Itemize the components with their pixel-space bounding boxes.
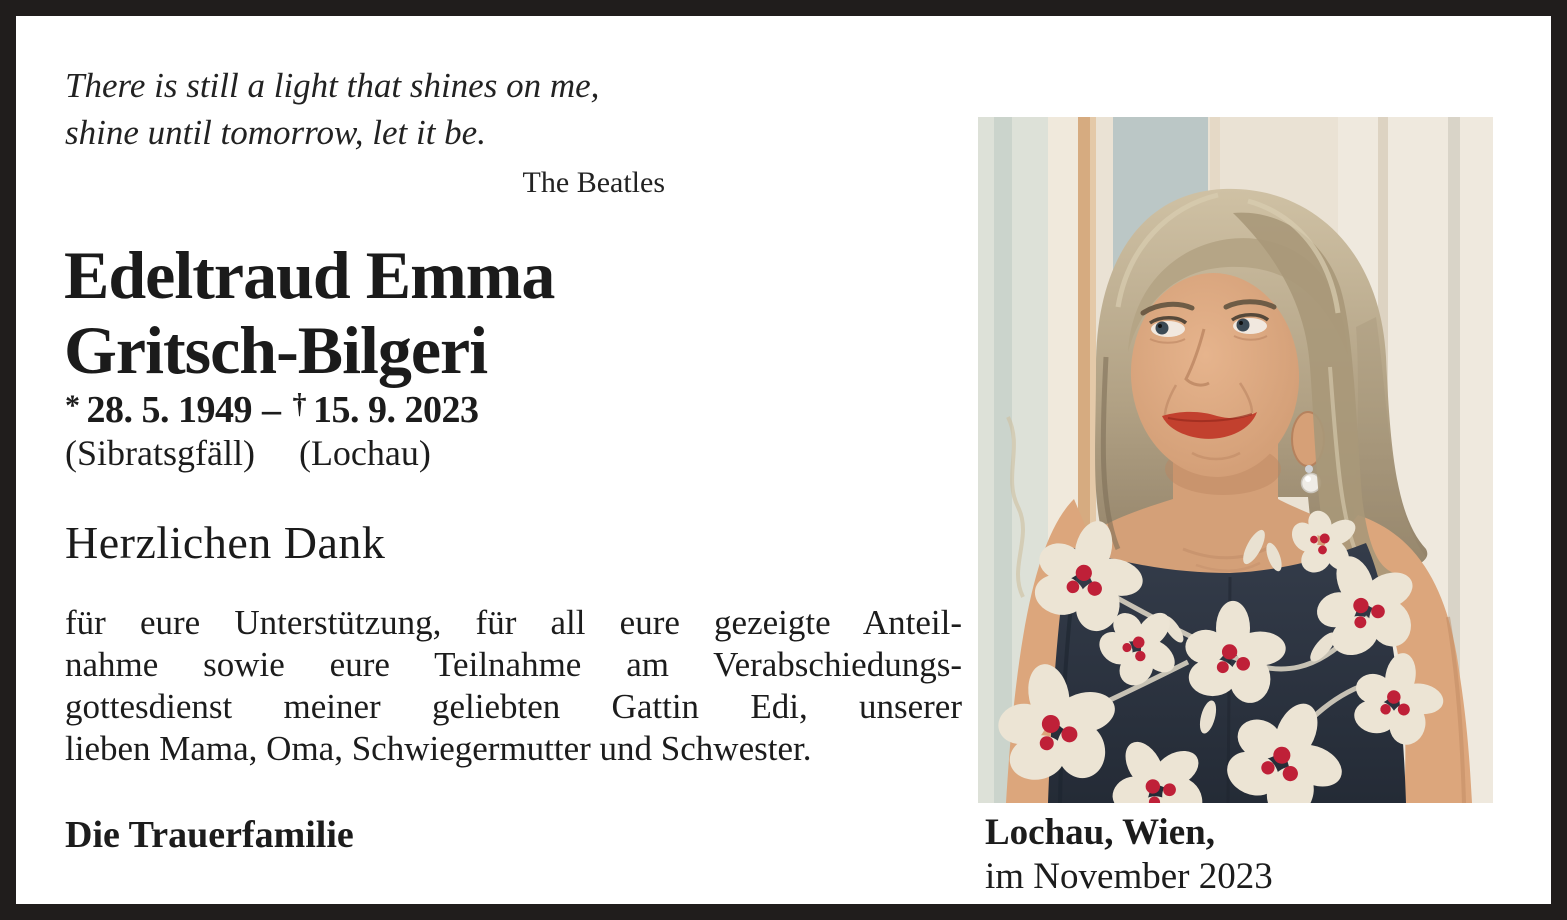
thanks-line-2: nahme sowie eure Teilnahme am Verabschiedungs-	[65, 645, 962, 684]
family-signature: Die Trauerfamilie	[65, 814, 354, 856]
name-line-1: Edeltraud Emma	[64, 237, 555, 313]
thanks-line-3: gottesdienst meiner geliebten Gattin Edi, unserer	[65, 687, 962, 726]
death-place: (Lochau)	[298, 433, 431, 473]
place-line: Lochau, Wien,	[985, 812, 1215, 853]
death-symbol: †	[292, 389, 306, 420]
death-date: 15. 9. 2023	[313, 389, 479, 431]
date-separator: –	[262, 389, 281, 431]
birth-symbol: *	[65, 389, 80, 422]
birth-place: (Sibratsgfäll)	[65, 433, 255, 473]
thanks-line-1: für eure Unterstützung, für all eure gezeigte Anteil-	[65, 603, 962, 642]
portrait-photo	[978, 117, 1493, 803]
quote-line-1: There is still a light that shines on me,	[65, 66, 600, 105]
thanks-line-4: lieben Mama, Oma, Schwiegermutter und Schwester.	[65, 729, 812, 768]
deceased-name	[64, 238, 764, 388]
name-line-2: Gritsch-Bilgeri	[64, 312, 488, 388]
thanks-paragraph	[65, 602, 962, 770]
life-places	[65, 432, 431, 474]
quote-attribution: The Beatles	[522, 166, 665, 199]
portrait-photo-art	[978, 117, 1493, 803]
thanks-heading: Herzlichen Dank	[65, 517, 386, 568]
quote-line-2: shine until tomorrow, let it be.	[65, 113, 486, 152]
date-line: im November 2023	[985, 856, 1273, 897]
memorial-quote	[65, 62, 675, 156]
life-dates	[65, 388, 479, 432]
place-date-block	[985, 811, 1273, 899]
birth-date: 28. 5. 1949	[86, 389, 252, 431]
